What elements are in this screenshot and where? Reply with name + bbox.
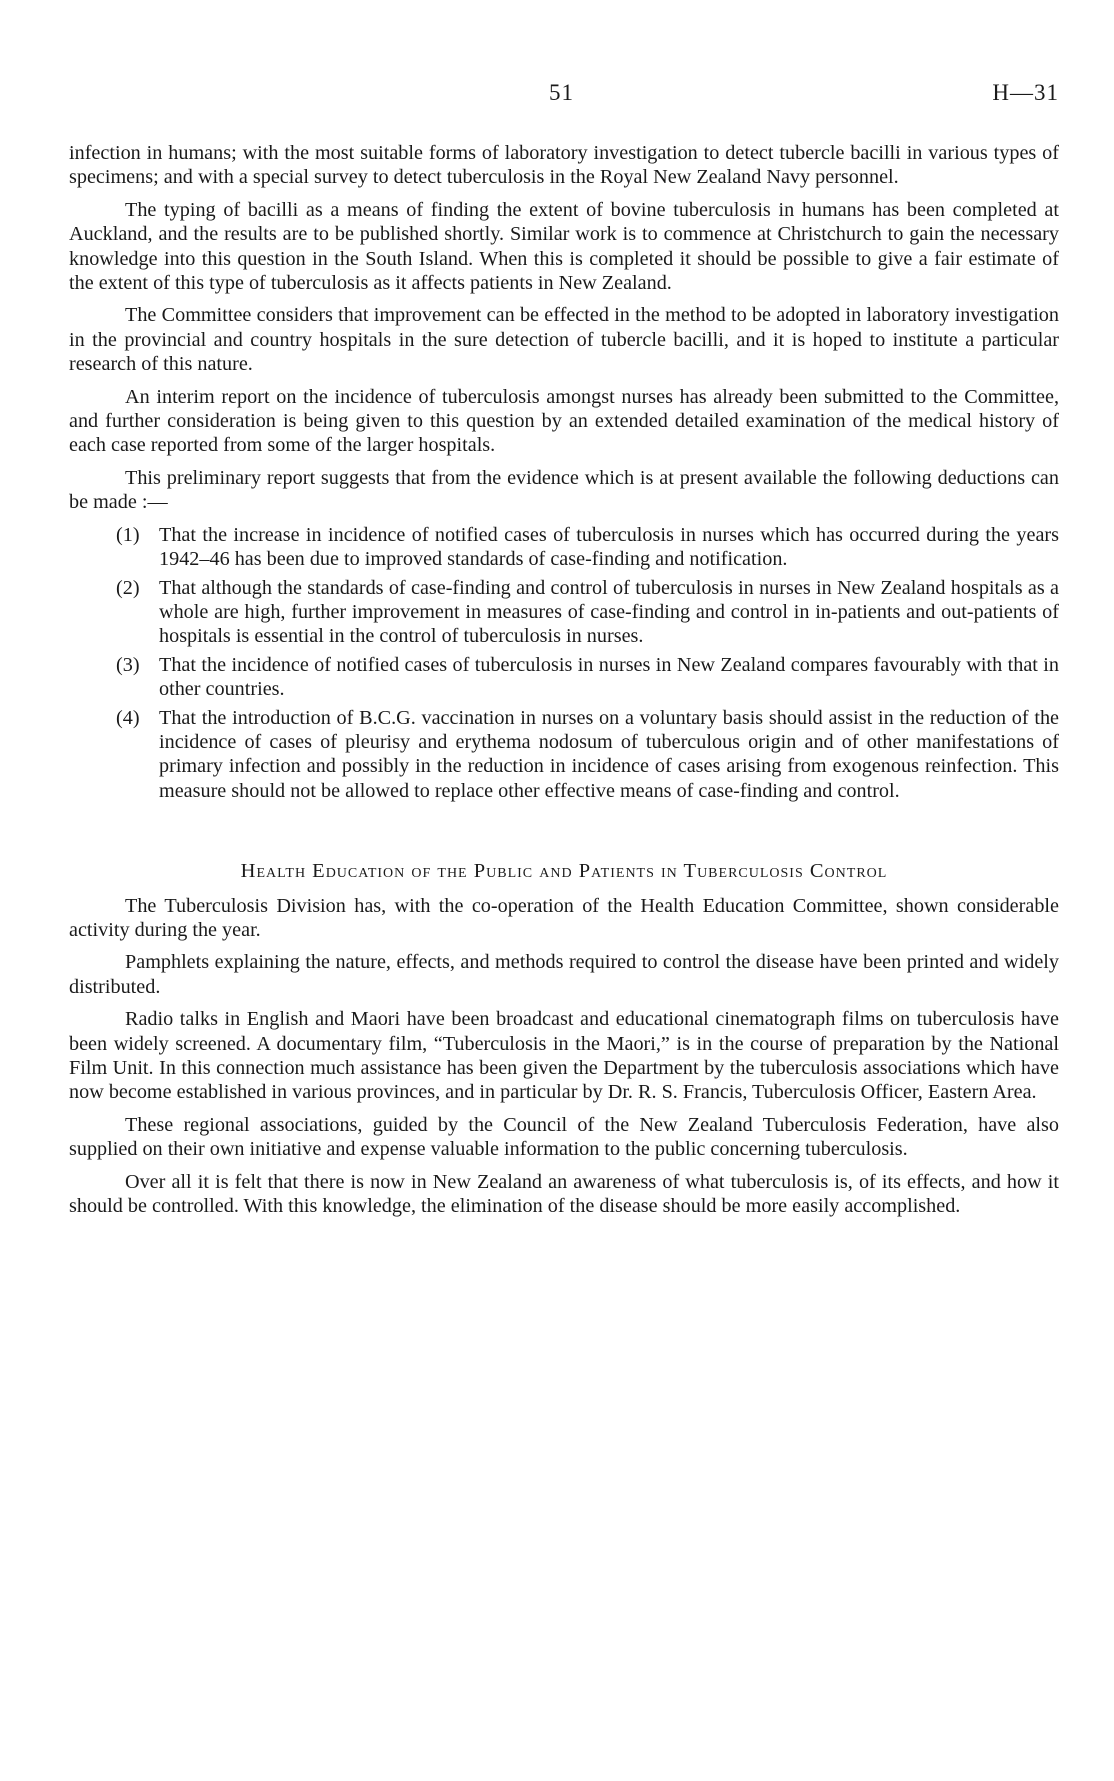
list-item [69, 706, 1059, 804]
paragraph: Pamphlets explaining the nature, effects, and methods required to control the disease have been printed and widely distributed. [69, 951, 1059, 998]
page-number: 51 [549, 80, 574, 105]
page-body [69, 141, 1059, 1226]
list-item [69, 653, 1059, 702]
list-item-number: (1) [116, 523, 140, 546]
section-heading: Health Education of the Public and Patients in Tuberculosis Control [240, 860, 888, 883]
deductions-list [69, 523, 1059, 803]
list-item-text: That the increase in incidence of notified cases of tuberculosis in nurses which has occurred during the years 1942–46 has been due to improved standards of case-finding and notification. [159, 523, 1059, 571]
paragraph: infection in humans; with the most suitable forms of laboratory investigation to detect tubercle bacilli in various types of specimens; and with a special survey to detect tuberculosis in the Royal New Zealand Navy personnel. [69, 142, 1059, 189]
list-item [69, 576, 1059, 649]
paragraph: Radio talks in English and Maori have been broadcast and educational cinematograph films on tuberculosis have been widely screened. A documentary film, “Tuberculosis in the Maori,” is in the course of preparation by the National Film Unit. In this connection much assistance has been given the Department by the tuberculosis associations which have now become established in various provinces, and in particular by Dr. R. S. Francis, Tuberculosis Officer, Eastern Area. [69, 1008, 1059, 1104]
paragraph: The Committee considers that improvement can be effected in the method to be adopted in laboratory investigation in the provincial and country hospitals in the sure detection of tubercle bacilli, and it is hoped to institute a particular research of this nature. [69, 304, 1059, 376]
list-item-number: (2) [116, 576, 140, 599]
list-item-text: That the incidence of notified cases of tuberculosis in nurses in New Zealand compares favourably with that in other countries. [159, 653, 1059, 701]
paragraph: These regional associations, guided by the Council of the New Zealand Tuberculosis Federation, have also supplied on their own initiative and expense valuable information to the public concerning tuberculosis. [69, 1113, 1059, 1161]
paragraph: The typing of bacilli as a means of finding the extent of bovine tuberculosis in humans has been completed at Auckland, and the results are to be published shortly. Similar work is to commence at Christchurch to gain the necessary knowledge into this question in the South Island. When this is completed it should be possible to give a fair estimate of the extent of this type of tuberculosis as it affects patients in New Zealand. [69, 198, 1059, 295]
document-reference: H—31 [992, 80, 1059, 105]
paragraph: The Tuberculosis Division has, with the co-operation of the Health Education Committee, shown considerable activity during the year. [69, 894, 1059, 941]
list-item-text: That the introduction of B.C.G. vaccination in nurses on a voluntary basis should assist in the reduction of the incidence of cases of pleurisy and erythema nodosum of tuberculous origin and of other manifestations of primary infection and possibly in the reduction in incidence of cases arising from exogenous reinfection. This measure should not be allowed to replace other effective means of case-finding and control. [159, 706, 1059, 802]
paragraph: An interim report on the incidence of tuberculosis amongst nurses has already been submitted to the Committee, and further consideration is being given to this question by an extended detailed examination of the medical history of each case reported from some of the larger hospitals. [69, 385, 1059, 457]
list-item-number: (3) [116, 653, 140, 676]
list-item-text: That although the standards of case-finding and control of tuberculosis in nurses in New Zealand hospitals as a whole are high, further improvement in measures of case-finding and control in in-patients and out-patients of hospitals is essential in the control of tuberculosis in nurses. [159, 576, 1059, 648]
paragraph: Over all it is felt that there is now in New Zealand an awareness of what tuberculosis is, of its effects, and how it should be controlled. With this knowledge, the elimination of the disease should be more easily accomplished. [69, 1170, 1059, 1218]
paragraph: This preliminary report suggests that from the evidence which is at present available the following deductions can be made :— [69, 466, 1059, 514]
list-item [69, 523, 1059, 572]
list-item-number: (4) [116, 706, 140, 729]
